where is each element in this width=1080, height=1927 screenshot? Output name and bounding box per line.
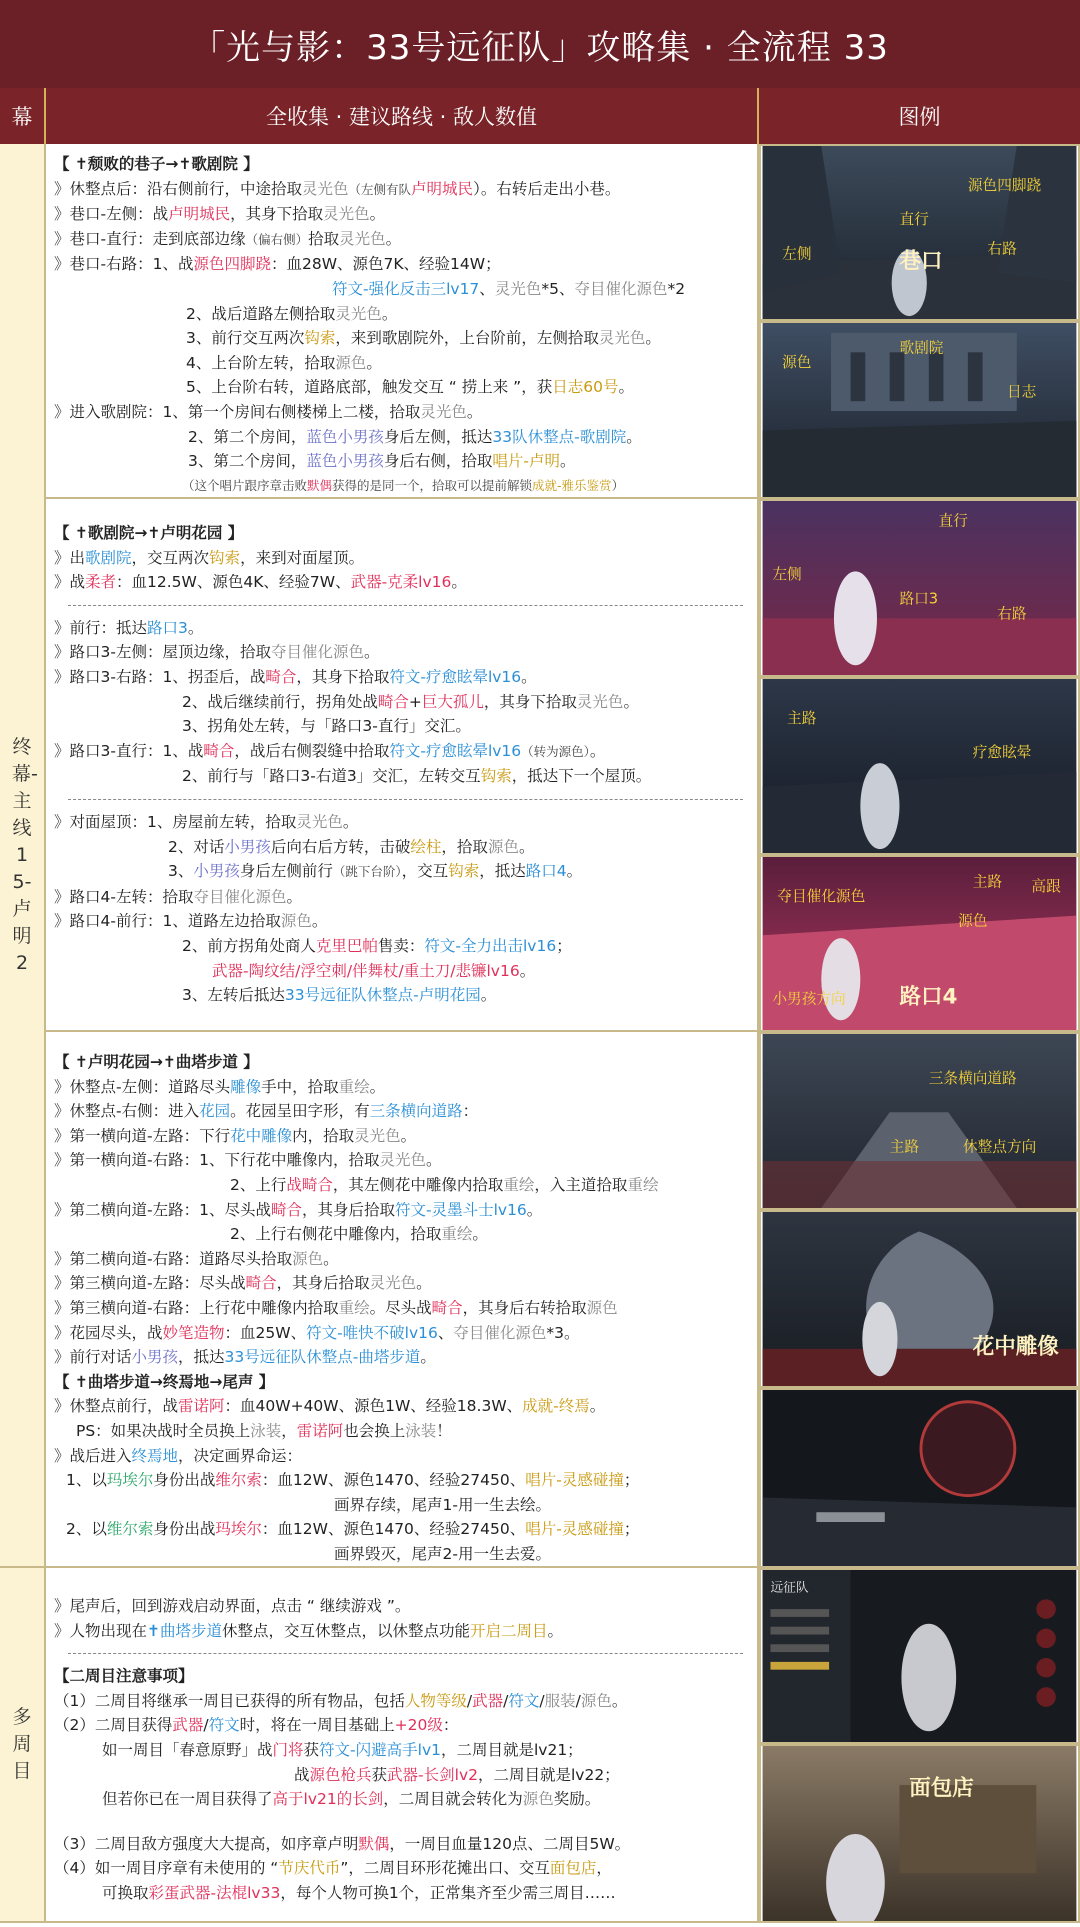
guide-line: 》路口3-左侧：屋顶边缘，拾取夺目催化源色。 <box>54 643 380 662</box>
guide-line: 》进入歌剧院：1、第一个房间右侧楼梯上二楼，拾取灵光色。 <box>54 402 483 421</box>
image-label: 三条横向道路 <box>928 1069 1017 1087</box>
guide-line: 2、以维尔索身份出战玛埃尔：血12W、源色1470、经验27450、唱片-灵感碰撞； <box>66 1520 640 1539</box>
rooftop-image <box>761 501 1078 675</box>
guide-line: 2、战后继续前行，拐角处战畸合+巨大孤儿，其身下拾取灵光色。 <box>182 692 639 711</box>
header-image: 图例 <box>898 105 941 129</box>
image-label: 歌剧院 <box>899 339 944 357</box>
guide-line: 4、上台阶左转，拾取源色。 <box>186 353 382 372</box>
guide-line: 》人物出现在✝曲塔步道休整点，交互休整点，以休整点功能开启二周目。 <box>54 1621 564 1640</box>
screenshot-alley <box>759 144 1080 321</box>
section-alley-to-opera <box>46 144 759 499</box>
guide-line: 》第一横向道-右路：1、下行花中雕像内，拾取灵光色。 <box>54 1151 442 1170</box>
header-main: 全收集 · 建议路线 · 敌人数值 <box>46 88 759 144</box>
guide-line: 》前行：抵达路口3。 <box>54 618 204 637</box>
divider <box>68 1653 743 1654</box>
guide-line: 画界毁灭，尾声2-用一生去爱。 <box>334 1544 551 1563</box>
guide-line: 》巷口-右路：1、战源色四脚跷：血28W、源色7K、经验14W； <box>54 255 501 274</box>
crossroad4-image <box>761 857 1078 1030</box>
image-label: 面包店 <box>909 1775 974 1801</box>
guide-line: （3）二周目敌方强度大大提高，如序章卢明默偶，一周目血量120点、二周目5W。 <box>54 1834 631 1853</box>
guide-line: 》路口4-左转：拾取夺目催化源色。 <box>54 887 302 906</box>
guide-line: 2、战后道路左侧拾取灵光色。 <box>186 304 398 323</box>
statue-image <box>761 1212 1078 1386</box>
guide-line: （2）二周目获得武器/符文时，将在一周目基础上+20级： <box>54 1716 459 1735</box>
guide-line: 3、小男孩身后左侧前行（跳下台阶），交互钩索，抵达路口4。 <box>168 862 583 881</box>
guide-line: 2、对话小男孩后向右后方转，击破绘柱，拾取源色。 <box>168 837 535 856</box>
opera-image <box>761 323 1078 497</box>
section-title: 【 ✝歌剧院→✝卢明花园 】 <box>54 524 244 542</box>
guide-line: 5、上台阶右转，道路底部，触发交互 “ 捞上来 ”，获日志60号。 <box>186 378 634 397</box>
image-label: 源色 <box>958 912 988 930</box>
image-label: 小男孩方向 <box>772 990 846 1008</box>
guide-line: 画界存续，尾声1-用一生去绘。 <box>334 1495 551 1514</box>
guide-line: 2、第二个房间，蓝色小男孩身后左侧，抵达33队休整点-歌剧院。 <box>188 427 642 446</box>
image-label: 右路 <box>987 240 1017 258</box>
screenshot-flower-statue <box>759 1210 1080 1388</box>
image-label: 直行 <box>899 211 929 229</box>
page-title: 「光与影：33号远征队」攻略集 · 全流程 33 <box>0 0 1080 88</box>
image-label: 源色 <box>782 353 812 371</box>
menu-image <box>761 1570 1078 1742</box>
spacer <box>54 1812 749 1832</box>
screenshot-rooftop <box>759 499 1080 677</box>
screenshot-crossroad-3 <box>759 677 1080 855</box>
guide-line: 3、左转后抵达33号远征队休整点-卢明花园。 <box>182 986 497 1005</box>
header-act: 幕 <box>0 88 46 144</box>
guide-line: 如一周目「春意原野」战门将获符文-闪避高手lv1，二周目就是lv21； <box>102 1740 583 1759</box>
image-label: 主路 <box>889 1138 920 1156</box>
guide-note: （这个唱片跟序章击败默偶获得的是同一个，拾取可以提前解锁成就-雅乐鉴赏） <box>182 477 625 493</box>
guide-line: 》休整点前行，战雷诺阿：血40W+40W、源色1W、经验18.3W、成就-终焉。 <box>54 1397 606 1416</box>
divider <box>68 799 743 800</box>
image-label: 巷口 <box>899 249 943 275</box>
guide-line: 》第二横向道-右路：道路尽头拾取源色。 <box>54 1249 339 1268</box>
screenshot-garden-roads <box>759 1032 1080 1210</box>
image-label: 高跟 <box>1031 878 1061 896</box>
guide-note: PS：如果决战时全员换上泳装，雷诺阿也会换上泳装！ <box>76 1421 452 1440</box>
alley-image <box>761 146 1078 319</box>
guide-line: 》第三横向道-左路：尽头战畸合，其身后拾取灵光色。 <box>54 1274 432 1293</box>
image-label: 左侧 <box>772 566 802 584</box>
image-label: 右路 <box>997 605 1027 623</box>
guide-line: 》对面屋顶：1、房屋前左转，拾取灵光色。 <box>54 812 359 831</box>
guide-line: 2、上行右侧花中雕像内，拾取重绘。 <box>230 1225 488 1244</box>
guide-line: 》第三横向道-右路：上行花中雕像内拾取重绘。尽头战畸合，其身后右转拾取源色 <box>54 1298 618 1317</box>
guide-line: 但若你已在一周目获得了高于lv21的长剑，二周目就会转化为源色奖励。 <box>102 1790 601 1809</box>
guide-line: 》战柔者：血12.5W、源色4K、经验7W、武器-克柔lv16。 <box>54 573 467 592</box>
guide-line: 3、第二个房间，蓝色小男孩身后右侧，拾取唱片-卢明。 <box>188 452 576 471</box>
guide-line: 3、拐角处左转，与「路口3-直行」交汇。 <box>182 717 471 736</box>
guide-line: 可换取彩蛋武器-法棍lv33，每个人物可换1个，正常集齐至少需三周目…… <box>102 1883 616 1902</box>
bakery-image <box>761 1746 1078 1921</box>
guide-line: 》巷口-左侧：战卢明城民，其身下拾取灵光色。 <box>54 205 386 224</box>
guide-line: 2、上行战畸合，其左侧花中雕像内拾取重绘，入主道拾取重绘 <box>230 1175 659 1194</box>
guide-line: 》休整点后：沿右侧前行，中途拾取灵光色（左侧有队卢明城民）。右转后走出小巷。 <box>54 179 621 198</box>
image-label: 路口4 <box>899 984 958 1010</box>
guide-line: 2、前行与「路口3-右道3」交汇，左转交互钩索，抵达下一个屋顶。 <box>182 767 652 786</box>
guide-line: 》尾声后，回到游戏启动界面，点击 “ 继续游戏 ”。 <box>54 1597 411 1615</box>
divider <box>68 605 743 606</box>
screenshot-bakery <box>759 1744 1080 1923</box>
guide-line: 战源色枪兵获武器-长剑lv2，二周目就是lv22； <box>294 1765 620 1784</box>
guide-line: （1）二周目将继承一周目已获得的所有物品，包括人物等级/武器/符文/服装/源色。 <box>54 1691 628 1710</box>
screenshot-ending <box>759 1388 1080 1568</box>
guide-line: 2、前方拐角处商人克里巴帕售卖：符文-全力出击lv16； <box>182 936 572 955</box>
section-garden-to-finale <box>46 1032 759 1568</box>
section-title: 【二周目注意事项】 <box>54 1667 194 1686</box>
section-title: 【 ✝颓败的巷子→✝歌剧院 】 <box>54 155 259 173</box>
guide-line: 》巷口-直行：走到底部边缘（偏右侧）拾取灵光色。 <box>54 229 402 248</box>
guide-line: 》第一横向道-左路：下行花中雕像内，拾取灵光色。 <box>54 1126 417 1145</box>
image-label: 直行 <box>938 512 968 530</box>
section-subtitle: 【 ✝曲塔步道→终焉地→尾声 】 <box>54 1372 275 1391</box>
guide-line: 》休整点-左侧：道路尽头雕像手中，拾取重绘。 <box>54 1077 386 1096</box>
guide-line: 》休整点-右侧：进入花园。花园呈田字形，有三条横向道路： <box>54 1102 479 1121</box>
section-title: 【 ✝卢明花园→✝曲塔步道 】 <box>54 1053 259 1071</box>
image-label: 远征队 <box>770 1579 809 1595</box>
guide-line: 》战后进入终焉地，决定画界命运： <box>54 1446 303 1465</box>
guide-line: 3、前行交互两次钩索，来到歌剧院外，上台阶前，左侧拾取灵光色。 <box>186 329 661 348</box>
ending-image <box>761 1390 1078 1566</box>
image-label: 左侧 <box>782 245 812 263</box>
guide-line: 武器-陶纹结/浮空刺/伴舞杖/重土刀/悲镰lv16。 <box>212 961 536 980</box>
image-label: 疗愈眩晕 <box>972 744 1032 762</box>
screenshot-menu <box>759 1568 1080 1744</box>
screenshot-crossroad-4 <box>759 855 1080 1032</box>
guide-line: 》第二横向道-左路：1、尽头战畸合，其身后拾取符文-灵墨斗士lv16。 <box>54 1200 543 1219</box>
guide-line: （4）如一周目序章有未使用的 “节庆代币”，二周目环形花摊出口、交互面包店， <box>54 1859 612 1878</box>
screenshot-opera-exterior <box>759 321 1080 499</box>
guide-line: 符文-强化反击三lv17、灵光色*5、夺目催化源色*2 <box>332 279 686 298</box>
act-label-finale: 终幕-主线15-卢明2 <box>0 144 46 1568</box>
section-newgame-plus <box>46 1568 759 1923</box>
image-label: 路口3 <box>899 590 939 608</box>
act-label-newgame-plus: 多周目 <box>0 1568 46 1923</box>
table-header <box>0 88 1080 144</box>
garden-image <box>761 1034 1078 1208</box>
image-label: 源色四脚跷 <box>967 176 1042 194</box>
section-opera-to-garden <box>46 499 759 1032</box>
image-label: 休整点方向 <box>963 1138 1037 1156</box>
guide-line: 》路口3-直行：1、战畸合，战后右侧裂缝中拾取符文-疗愈眩晕lv16（转为源色）。 <box>54 741 606 760</box>
guide-line: 》路口3-右路：1、拐歪后，战畸合，其身下拾取符文-疗愈眩晕lv16。 <box>54 667 537 686</box>
crossroad3-image <box>761 679 1078 853</box>
guide-line: 》花园尽头，战妙笔造物：血25W、符文-唯快不破lv16、夺目催化源色*3。 <box>54 1323 580 1342</box>
image-label: 日志 <box>1006 383 1037 401</box>
image-label: 主路 <box>787 709 817 727</box>
guide-line: 》路口4-前行：1、道路左边拾取源色。 <box>54 912 328 931</box>
image-label: 花中雕像 <box>972 1334 1059 1360</box>
image-label: 主路 <box>972 873 1003 891</box>
image-label: 夺目催化源色 <box>777 887 866 905</box>
guide-line: 》前行对话小男孩，抵达33号远征队休整点-曲塔步道。 <box>54 1348 436 1367</box>
guide-line: 1、以玛埃尔身份出战维尔索：血12W、源色1470、经验27450、唱片-灵感碰撞； <box>66 1471 640 1490</box>
guide-line: 》出歌剧院，交互两次钩索，来到对面屋顶。 <box>54 548 365 567</box>
